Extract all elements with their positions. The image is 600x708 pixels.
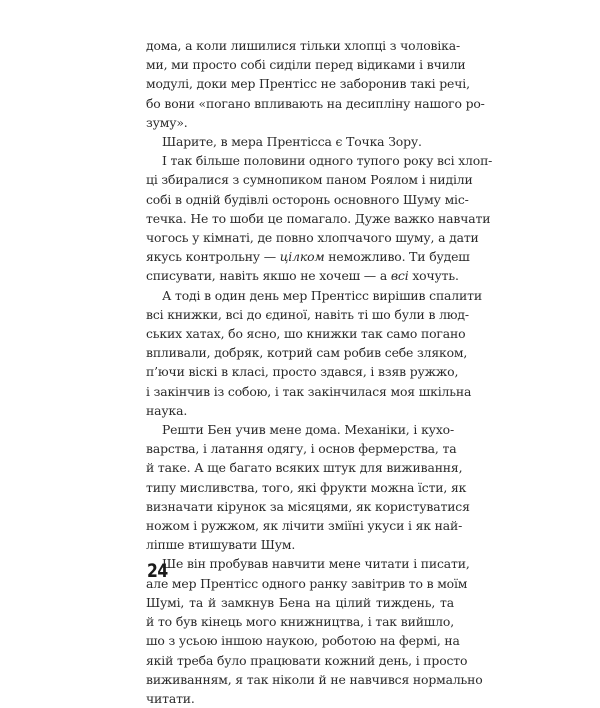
text-line: якій треба було працювати кожний день, і просто [146, 652, 468, 668]
text-line: впливали, добряк, котрий сам робив себе зляком, [146, 345, 468, 361]
text-line: наука. [146, 402, 188, 418]
text-line: Решти Бен учив мене дома. Механіки, і кухо- [162, 422, 454, 438]
text-line: п’ючи віскі в класі, просто здався, і взяв ружжо, [146, 364, 459, 380]
paragraph [146, 554, 483, 708]
text-line: Ше він пробував навчити мене читати і писати, [162, 556, 470, 572]
text-line: якусь контрольну — цілком неможливо. Ти будеш [146, 249, 470, 265]
body-text [146, 36, 493, 708]
paragraph [146, 151, 493, 285]
paragraph [146, 286, 482, 420]
text-line: типу мисливства, того, які фрукти можна їсти, як [146, 479, 467, 495]
text-line: ножом і ружжом, як лічити зміїні укуси і як най- [146, 518, 463, 534]
text-line: ліпше втишувати Шум. [146, 537, 296, 553]
text-line: ми, ми просто собі сиділи перед відиками і вчили [146, 57, 466, 73]
text-line: і закінчив із собою, і так закінчилася моя шкільна [146, 383, 472, 399]
text-line: собі в одній будівлі осторонь основного Шуму міс- [146, 191, 469, 207]
text-line: бо вони «погано впливають на десипліну нашого ро- [146, 95, 485, 111]
text-line: шо з усьою іншою наукою, роботою на фермі, на [146, 633, 460, 649]
text-line: виживанням, я так ніколи й не навчився нормально [146, 671, 483, 687]
text-line: Шумі, та й замкнув Бена на цілий тиждень, та [146, 594, 454, 610]
paragraph [146, 36, 485, 132]
text-line: ці збиралися з сумнопиком паном Роялом і ниділи [146, 172, 473, 188]
text-line: ських хатах, бо ясно, шо книжки так само погано [146, 326, 466, 342]
text-line: Шарите, в мера Прентісса є Точка Зору. [162, 134, 422, 150]
emphasis: всі [390, 268, 409, 284]
text-line: варства, і латання одягу, і основ фермерства, та [146, 441, 457, 457]
text-line: І так більше половини одного тупого року всі хлоп- [162, 153, 493, 169]
text-line: й то був кінець мого книжництва, і так вийшло, [146, 614, 454, 630]
text-line: й таке. А ще багато всяких штук для виживання, [146, 460, 463, 476]
text-line: але мер Прентісс одного ранку завітрив то в моїм [146, 575, 468, 591]
text-line: всі книжки, всі до єдиної, навіть ті шо були в люд- [146, 306, 469, 322]
text-line: А тоді в один день мер Прентісс вирішив спалити [162, 287, 482, 303]
emphasis: цілком [279, 249, 325, 265]
page-number: 24 [147, 560, 168, 582]
paragraph [146, 132, 454, 151]
paragraph [146, 420, 470, 554]
text-line: дома, а коли лишилися тільки хлопці з чоловіка- [146, 38, 461, 53]
text-line: течка. Не то шоби це помагало. Дуже важко навчати [146, 210, 491, 226]
text-line: списувати, навіть якшо не хочеш — а всі хочуть. [146, 268, 459, 284]
text-line: визначати кірунок за місяцями, як користуватися [146, 498, 470, 514]
text-line: читати. [146, 690, 195, 706]
text-line: чогось у кімнаті, де повно хлопчачого шуму, а дати [146, 230, 479, 246]
text-line: модулі, доки мер Прентісс не заборонив такі речі, [146, 76, 470, 92]
text-line: зуму». [146, 114, 188, 130]
